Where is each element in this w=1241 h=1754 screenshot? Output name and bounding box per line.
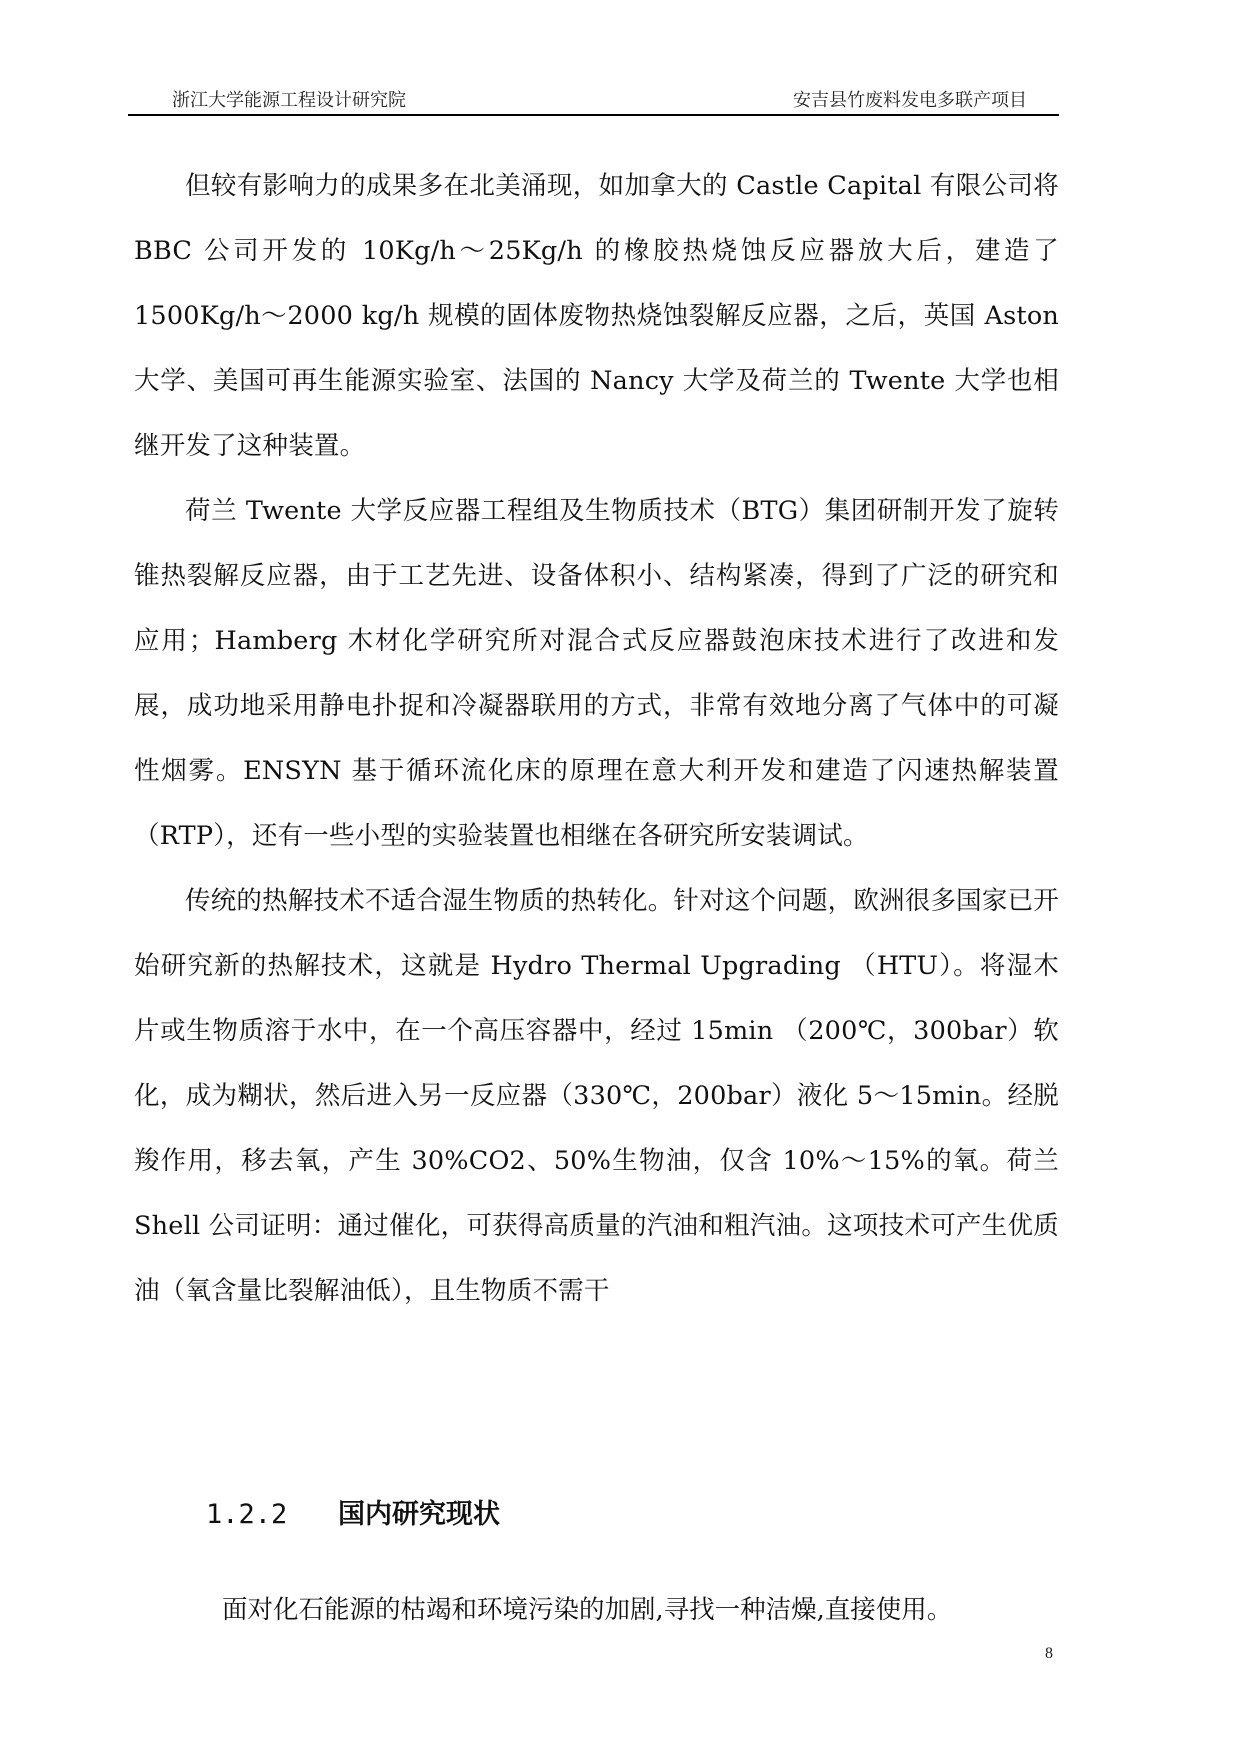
paragraph: 面对化石能源的枯竭和环境污染的加剧,寻找一种洁燥,直接使用。 — [222, 1595, 953, 1625]
section-number: 1.2.2 — [206, 1499, 288, 1530]
header-project: 安吉县竹废料发电多联产项目 — [793, 90, 1027, 111]
paragraph: 传统的热解技术不适合湿生物质的热转化。针对这个问题，欧洲很多国家已开始研究新的热解技术，这就是 Hydro Thermal Upgrading （HTU）。将湿木片或生物质溶于水中，在一个高压容器中，经过 15min （200℃，300bar）软化，成为糊状，然后进入另一反应器（330℃，200bar）液化 5～15min。经脱羧作用，移去氧，产生 30%CO2、50%生物油，仅含 10%～15%的氧。荷兰 Shell 公司证明：通过催化，可获得高质量的汽油和粗汽油。这项技术可产生优质油（氧含量比裂解油低），且生物质不需干 — [134, 886, 1059, 1306]
section-heading — [206, 1492, 500, 1531]
page-number: 8 — [1045, 1645, 1053, 1662]
page-header — [128, 84, 1059, 116]
paragraph: 荷兰 Twente 大学反应器工程组及生物质技术（BTG）集团研制开发了旋转锥热裂解反应器，由于工艺先进、设备体积小、结构紧凑，得到了广泛的研究和应用；Hamberg 木材化学研究所对混合式反应器鼓泡床技术进行了改进和发展，成功地采用静电扑捉和冷凝器联用的方式，非常有效地分离了气体中的可凝性烟雾。ENSYN 基于循环流化床的原理在意大利开发和建造了闪速热解装置（RTP），还有一些小型的实验装置也相继在各研究所安装调试。 — [134, 496, 1059, 851]
header-institution: 浙江大学能源工程设计研究院 — [172, 90, 406, 111]
body-text — [134, 154, 1059, 1324]
section-title: 国内研究现状 — [338, 1499, 500, 1530]
paragraph: 但较有影响力的成果多在北美涌现，如加拿大的 Castle Capital 有限公司将 BBC 公司开发的 10Kg/h～25Kg/h 的橡胶热烧蚀反应器放大后，建造了 1500Kg/h～2000 kg/h 规模的固体废物热烧蚀裂解反应器，之后，英国 Aston 大学、美国可再生能源实验室、法国的 Nancy 大学及荷兰的 Twente 大学也相继开发了这种装置。 — [134, 171, 1059, 461]
